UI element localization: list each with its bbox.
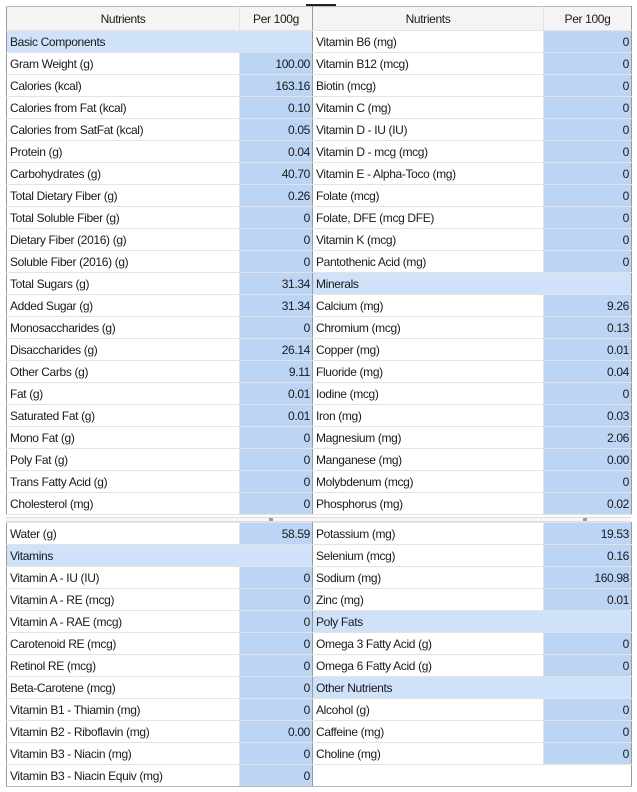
nutrient-value: 0 [544, 655, 632, 677]
nutrient-name: Alcohol (g) [313, 699, 544, 721]
table-row [7, 185, 632, 207]
header-per-100g: Per 100g [544, 7, 632, 31]
nutrient-value: 0 [544, 633, 632, 655]
table-row [7, 449, 632, 471]
nutrient-value: 9.26 [544, 295, 632, 317]
header-per-100g: Per 100g [240, 7, 313, 31]
nutrient-value: 9.11 [240, 361, 313, 383]
nutrient-name: Mono Fat (g) [7, 427, 240, 449]
nutrient-value: 0 [544, 97, 632, 119]
table-row [7, 699, 632, 721]
nutrient-name: Vitamin E - Alpha-Toco (mg) [313, 163, 544, 185]
nutrient-name: Manganese (mg) [313, 449, 544, 471]
nutrient-value: 0 [240, 493, 313, 515]
nutrient-value: 0 [240, 251, 313, 273]
nutrient-name: Zinc (mg) [313, 589, 544, 611]
nutrient-name: Monosaccharides (g) [7, 317, 240, 339]
nutrient-value: 40.70 [240, 163, 313, 185]
table-row [7, 141, 632, 163]
table-row [7, 545, 632, 567]
nutrients-table-bottom [6, 522, 632, 787]
nutrient-name: Calories from Fat (kcal) [7, 97, 240, 119]
table-row [7, 677, 632, 699]
nutrient-value: 0 [240, 633, 313, 655]
empty-cell [313, 765, 632, 787]
table-row [7, 765, 632, 787]
nutrient-name: Chromium (mcg) [313, 317, 544, 339]
nutrient-name: Vitamin D - mcg (mcg) [313, 141, 544, 163]
nutrient-value: 2.06 [544, 427, 632, 449]
section-heading: Vitamins [7, 545, 313, 567]
nutrient-name: Caffeine (mg) [313, 721, 544, 743]
nutrient-value: 0 [240, 471, 313, 493]
nutrient-name: Calories from SatFat (kcal) [7, 119, 240, 141]
table-row [7, 273, 632, 295]
nutrient-value: 0 [544, 207, 632, 229]
nutrient-name: Vitamin B6 (mg) [313, 31, 544, 53]
nutrient-name: Vitamin A - RAE (mcg) [7, 611, 240, 633]
nutrient-value: 0.00 [544, 449, 632, 471]
nutrient-name: Cholesterol (mg) [7, 493, 240, 515]
table-row [7, 633, 632, 655]
table-row [7, 251, 632, 273]
table-row [7, 471, 632, 493]
nutrient-value: 0 [544, 383, 632, 405]
nutrient-value: 0 [544, 699, 632, 721]
nutrient-name: Biotin (mcg) [313, 75, 544, 97]
nutrient-name: Calories (kcal) [7, 75, 240, 97]
table-row [7, 31, 632, 53]
nutrient-name: Vitamin B3 - Niacin (mg) [7, 743, 240, 765]
section-heading: Minerals [313, 273, 632, 295]
nutrient-value: 0 [240, 567, 313, 589]
table-row [7, 53, 632, 75]
nutrient-name: Fat (g) [7, 383, 240, 405]
nutrient-value: 0 [544, 119, 632, 141]
nutrient-value: 0 [544, 185, 632, 207]
nutrient-value: 0.26 [240, 185, 313, 207]
table-row [7, 611, 632, 633]
nutrient-name: Omega 3 Fatty Acid (g) [313, 633, 544, 655]
nutrient-name: Sodium (mg) [313, 567, 544, 589]
table-row [7, 119, 632, 141]
nutrient-value: 0.01 [240, 405, 313, 427]
nutrient-name: Vitamin C (mg) [313, 97, 544, 119]
nutrient-name: Carotenoid RE (mcg) [7, 633, 240, 655]
nutrient-value: 0 [544, 229, 632, 251]
nutrient-name: Fluoride (mg) [313, 361, 544, 383]
nutrient-name: Phosphorus (mg) [313, 493, 544, 515]
nutrient-value: 0 [544, 75, 632, 97]
nutrient-name: Iron (mg) [313, 405, 544, 427]
nutrient-name: Vitamin K (mcg) [313, 229, 544, 251]
nutrient-value: 0.16 [544, 545, 632, 567]
table-row [7, 163, 632, 185]
nutrient-name: Vitamin B1 - Thiamin (mg) [7, 699, 240, 721]
nutrient-value: 0 [544, 471, 632, 493]
nutrient-name: Vitamin A - IU (IU) [7, 567, 240, 589]
nutrient-value: 0 [240, 765, 313, 787]
nutrient-value: 0 [240, 655, 313, 677]
nutrient-value: 163.16 [240, 75, 313, 97]
table-row [7, 295, 632, 317]
nutrient-name: Iodine (mcg) [313, 383, 544, 405]
nutrient-name: Copper (mg) [313, 339, 544, 361]
nutrient-value: 0.00 [240, 721, 313, 743]
nutrient-name: Folate, DFE (mcg DFE) [313, 207, 544, 229]
nutrient-value: 0.01 [544, 589, 632, 611]
nutrient-value: 0 [544, 721, 632, 743]
table-row [7, 317, 632, 339]
nutrient-name: Dietary Fiber (2016) (g) [7, 229, 240, 251]
nutrient-name: Magnesium (mg) [313, 427, 544, 449]
nutrient-value: 0 [544, 31, 632, 53]
nutrient-name: Retinol RE (mcg) [7, 655, 240, 677]
nutrient-name: Total Sugars (g) [7, 273, 240, 295]
nutrient-value: 0.04 [544, 361, 632, 383]
nutrient-name: Vitamin B3 - Niacin Equiv (mg) [7, 765, 240, 787]
nutrient-name: Saturated Fat (g) [7, 405, 240, 427]
table-row [7, 589, 632, 611]
nutrient-name: Total Soluble Fiber (g) [7, 207, 240, 229]
nutrient-value: 0.03 [544, 405, 632, 427]
nutrient-value: 0.05 [240, 119, 313, 141]
header-nutrients: Nutrients [7, 7, 240, 31]
nutrient-value: 0.01 [544, 339, 632, 361]
nutrient-name: Gram Weight (g) [7, 53, 240, 75]
nutrient-value: 0 [544, 141, 632, 163]
nutrient-name: Vitamin A - RE (mcg) [7, 589, 240, 611]
nutrient-name: Pantothenic Acid (mg) [313, 251, 544, 273]
nutrient-name: Omega 6 Fatty Acid (g) [313, 655, 544, 677]
section-heading: Other Nutrients [313, 677, 632, 699]
nutrient-name: Water (g) [7, 523, 240, 545]
nutrient-name: Poly Fat (g) [7, 449, 240, 471]
nutrients-table-top [6, 6, 632, 515]
nutrient-value: 0 [544, 251, 632, 273]
nutrient-value: 0 [544, 163, 632, 185]
table-row [7, 383, 632, 405]
nutrient-name: Carbohydrates (g) [7, 163, 240, 185]
nutrient-name: Vitamin D - IU (IU) [313, 119, 544, 141]
nutrient-name: Other Carbs (g) [7, 361, 240, 383]
nutrient-name: Beta-Carotene (mcg) [7, 677, 240, 699]
nutrient-value: 0 [240, 207, 313, 229]
nutrient-value: 0 [240, 427, 313, 449]
nutrient-name: Calcium (mg) [313, 295, 544, 317]
table-row [7, 229, 632, 251]
table-row [7, 655, 632, 677]
nutrient-value: 0 [240, 677, 313, 699]
table-row [7, 207, 632, 229]
table-row [7, 493, 632, 515]
nutrient-value: 58.59 [240, 523, 313, 545]
nutrient-value: 26.14 [240, 339, 313, 361]
nutrient-name: Vitamin B12 (mcg) [313, 53, 544, 75]
table-row [7, 339, 632, 361]
header-nutrients: Nutrients [313, 7, 544, 31]
nutrient-value: 0 [240, 317, 313, 339]
table-header-row [7, 7, 632, 31]
table-row [7, 427, 632, 449]
table-row [7, 97, 632, 119]
nutrient-value: 0 [240, 589, 313, 611]
table-row [7, 523, 632, 545]
nutrient-name: Protein (g) [7, 141, 240, 163]
nutrient-name: Soluble Fiber (2016) (g) [7, 251, 240, 273]
nutrient-value: 31.34 [240, 273, 313, 295]
nutrient-value: 100.00 [240, 53, 313, 75]
nutrient-value: 0 [240, 229, 313, 251]
section-heading: Basic Components [7, 31, 313, 53]
nutrient-value: 0.13 [544, 317, 632, 339]
nutrient-name: Folate (mcg) [313, 185, 544, 207]
section-heading: Poly Fats [313, 611, 632, 633]
nutrient-name: Vitamin B2 - Riboflavin (mg) [7, 721, 240, 743]
nutrient-name: Potassium (mg) [313, 523, 544, 545]
nutrient-value: 0.10 [240, 97, 313, 119]
nutrient-name: Selenium (mcg) [313, 545, 544, 567]
nutrient-value: 0.02 [544, 493, 632, 515]
table-row [7, 75, 632, 97]
table-row [7, 567, 632, 589]
nutrient-value: 0.01 [240, 383, 313, 405]
nutrient-value: 0 [544, 53, 632, 75]
table-row [7, 361, 632, 383]
nutrient-name: Choline (mg) [313, 743, 544, 765]
nutrient-value: 0 [240, 449, 313, 471]
table-row [7, 405, 632, 427]
nutrient-value: 0 [240, 611, 313, 633]
nutrient-name: Total Dietary Fiber (g) [7, 185, 240, 207]
nutrient-value: 160.98 [544, 567, 632, 589]
nutrient-name: Disaccharides (g) [7, 339, 240, 361]
nutrient-value: 0 [544, 743, 632, 765]
nutrient-name: Added Sugar (g) [7, 295, 240, 317]
nutrient-value: 0.04 [240, 141, 313, 163]
table-row [7, 743, 632, 765]
nutrient-name: Trans Fatty Acid (g) [7, 471, 240, 493]
nutrient-value: 31.34 [240, 295, 313, 317]
nutrient-value: 0 [240, 699, 313, 721]
nutrient-value: 0 [240, 743, 313, 765]
table-row [7, 721, 632, 743]
nutrient-name: Molybdenum (mcg) [313, 471, 544, 493]
nutrient-value: 19.53 [544, 523, 632, 545]
